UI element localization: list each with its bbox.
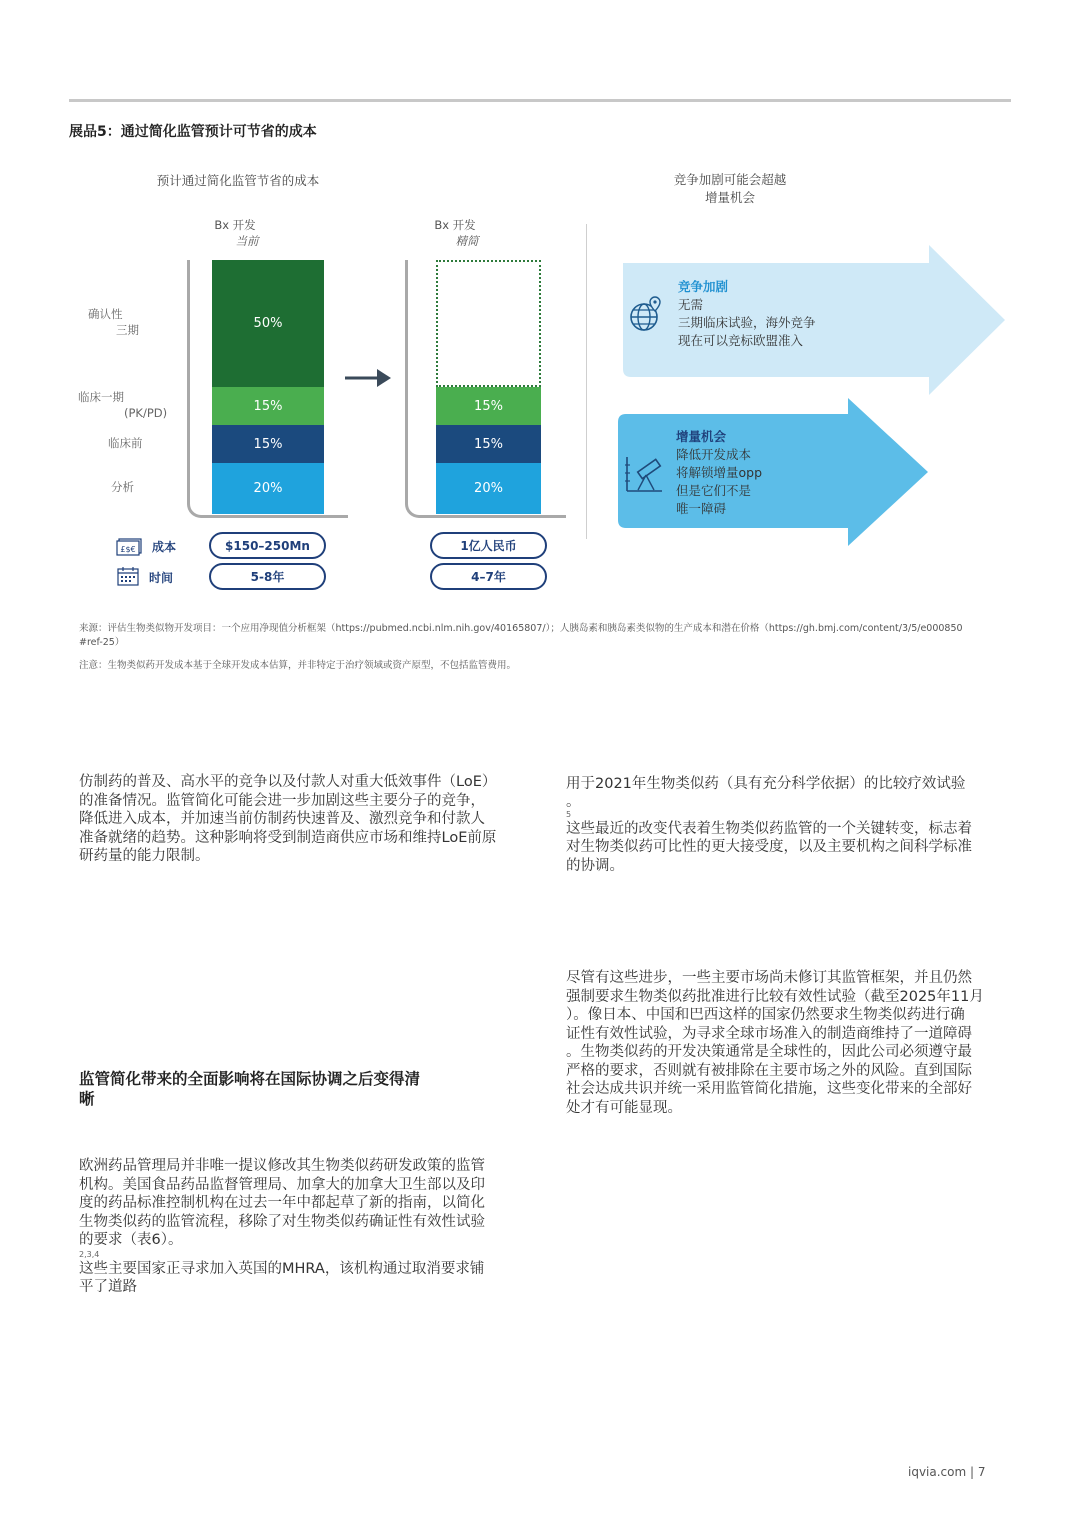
heading-line: 监管简化带来的全面影响将在国际协调之后变得清 [79,1070,421,1088]
text-line: 严格的要求，否则就有被排除在主要市场之外的风险。直到国际 [566,1062,972,1079]
footnote: 注意：生物类似药开发成本基于全球开发成本估算，并非特定于治疗领域或资产原型，不包括监管费用。 [79,660,517,671]
cost-pill-streamlined: 1亿人民币 [430,532,547,559]
text-line: 降低进入成本，并加速当前仿制药快速普及、激烈竞争和付款人 [79,811,485,827]
bar-segment-label: 15% [474,436,503,452]
opportunity-line: 降低开发成本 [676,447,752,462]
left-paragraph-1 [79,773,539,866]
row-label-phase3-line2: 三期 [116,323,139,337]
bar-segment [212,260,324,387]
column-subtitle: 精简 [455,234,479,248]
text-line: 用于2021年生物类似药（具有充分科学依据）的比较疗效试验 [566,776,966,792]
opportunity-heading: 增量机会 [676,429,727,444]
bar-segment [436,463,541,514]
source-line: #ref-25） [79,637,125,648]
right-subhead-line-2: 增量机会 [704,190,755,205]
text-line: 仿制药的普及、高水平的竞争以及付款人对重大低效事件（LoE） [79,774,497,790]
page-footer: iqvia.com | 7 [908,1465,986,1479]
vertical-divider [586,224,587,539]
bar-segment-label: 20% [474,481,503,497]
bar-segment [212,387,324,425]
row-label-analytics: 分析 [111,480,134,494]
calendar-icon [117,566,139,586]
text-line: 。生物类似药的开发决策通常是全球性的，因此公司必须遵守最 [566,1044,972,1060]
time-pill-streamlined: 4–7年 [430,563,547,590]
text-line: 欧洲药品管理局并非唯一提议修改其生物类似药研发政策的监管 [79,1158,485,1174]
source-note [79,622,1019,650]
svg-text:£$€: £$€ [120,545,136,554]
exhibit-title: 展品5：通过简化监管预计可节省的成本 [69,124,317,140]
competition-line: 现在可以竞标欧盟准入 [678,333,804,348]
bar-streamlined [436,260,541,514]
column-label-current [195,217,275,249]
text-line: 这些主要国家正寻求加入英国的MHRA，该机构通过取消要求铺 [79,1260,485,1277]
right-paragraph-1 [566,775,1016,875]
left-paragraph-2 [79,1157,539,1297]
row-label-phase1-line1: 临床一期 [78,390,124,404]
competition-heading: 竞争加剧 [678,279,729,294]
text-line: 社会达成共识并统一采用监管简化措施，这些变化带来的全部好 [566,1081,972,1097]
column-label-streamlined [415,217,495,249]
competition-line: 三期临床试验，海外竞争 [678,315,816,330]
heading-line: 晰 [79,1090,95,1108]
reference-superscript: 5 [566,809,572,819]
money-icon [116,538,142,556]
reference-superscript: 2,3,4 [79,1249,100,1259]
text-line: 的要求（表6）。 [79,1232,183,1248]
right-paragraph-2 [566,969,1016,1117]
right-subhead [610,171,850,207]
text-line: 这些最近的改变代表着生物类似药监管的一个关键转变，标志着 [566,820,972,837]
text-line: 处才有可能显现。 [566,1099,682,1116]
bar-segment [212,425,324,463]
cost-pill-current: $150–250Mn [209,532,326,559]
bar-segment-label: 50% [253,316,283,331]
opportunity-line: 但是它们不是 [676,483,752,498]
column-title: Bx 开发 [434,218,476,232]
text-line: 对生物类似药可比性的更大接受度，以及主要机构之间科学标准 [566,839,972,855]
column-title: Bx 开发 [214,218,256,232]
right-subhead-line-1: 竞争加剧可能会超越 [673,172,787,187]
opportunity-text [676,428,762,518]
opportunity-line: 唯一障碍 [676,501,727,516]
column-subtitle: 当前 [235,234,259,248]
section-heading [79,1069,539,1109]
text-line: 的准备情况。监管简化可能会进一步加剧这些主要分子的竞争， [79,792,485,809]
competition-text [678,278,816,350]
time-pill-current: 5-8年 [209,563,326,590]
telescope-icon [624,455,664,495]
globe-pin-icon [628,295,664,335]
bar-segment-label: 15% [474,398,503,414]
row-label-phase3 [88,306,148,338]
text-line: 的协调。 [566,857,624,874]
bar-segment [436,425,541,463]
text-line: 度的药品标准控制机构在过去一年中都起草了新的指南，以简化 [79,1195,485,1211]
row-label-phase1-line2: (PK/PD) [124,406,168,420]
text-line: ）。像日本、中国和巴西这样的国家仍然要求生物类似药进行确 [566,1007,965,1023]
bar-segment [436,387,541,425]
time-label: 时间 [149,571,174,585]
text-line: 生物类似药的监管流程，移除了对生物类似药确证性有效性试验 [79,1213,485,1230]
row-label-phase1 [78,389,178,421]
transition-arrow-icon [343,366,393,390]
text-line: 尽管有这些进步，一些主要市场尚未修订其监管框架，并且仍然 [566,970,972,986]
bar-current [212,260,324,514]
text-line: 平了道路 [79,1279,137,1295]
cost-label: 成本 [152,540,177,554]
text-line: 。 [566,793,581,810]
bar-segment-label: 15% [253,398,283,414]
text-line: 机构。美国食品药品监督管理局、加拿大的加拿大卫生部以及印 [79,1176,485,1193]
text-line: 准备就绪的趋势。这种影响将受到制造商供应市场和维持LoE前原 [79,829,497,846]
text-line: 强制要求生物类似药批准进行比较有效性试验（截至2025年11月 [566,988,984,1005]
row-label-preclinical: 临床前 [108,436,143,450]
removed-phase-placeholder [436,260,541,387]
left-subhead: 预计通过简化监管节省的成本 [156,173,320,188]
text-line: 证性有效性试验，为寻求全球市场准入的制造商维持了一道障碍 [566,1025,972,1042]
text-line: 研药量的能力限制。 [79,848,210,864]
bar-segment [212,463,324,514]
top-rule [69,99,1011,102]
bar-segment-label: 20% [253,481,283,497]
source-line: 来源：评估生物类似物开发项目：一个应用净现值分析框架（https://pubmed.ncbi.nlm.nih.gov/40165807/）；人胰岛素和胰岛素类似物的生产成本和潜在价格（https://gh.bmj.com/content/3/5/e000850 [79,623,963,634]
competition-line: 无需 [678,297,704,312]
row-label-phase3-line1: 确认性 [88,307,123,321]
bar-segment-label: 15% [253,436,283,452]
opportunity-line: 将解锁增量opp [676,465,763,480]
